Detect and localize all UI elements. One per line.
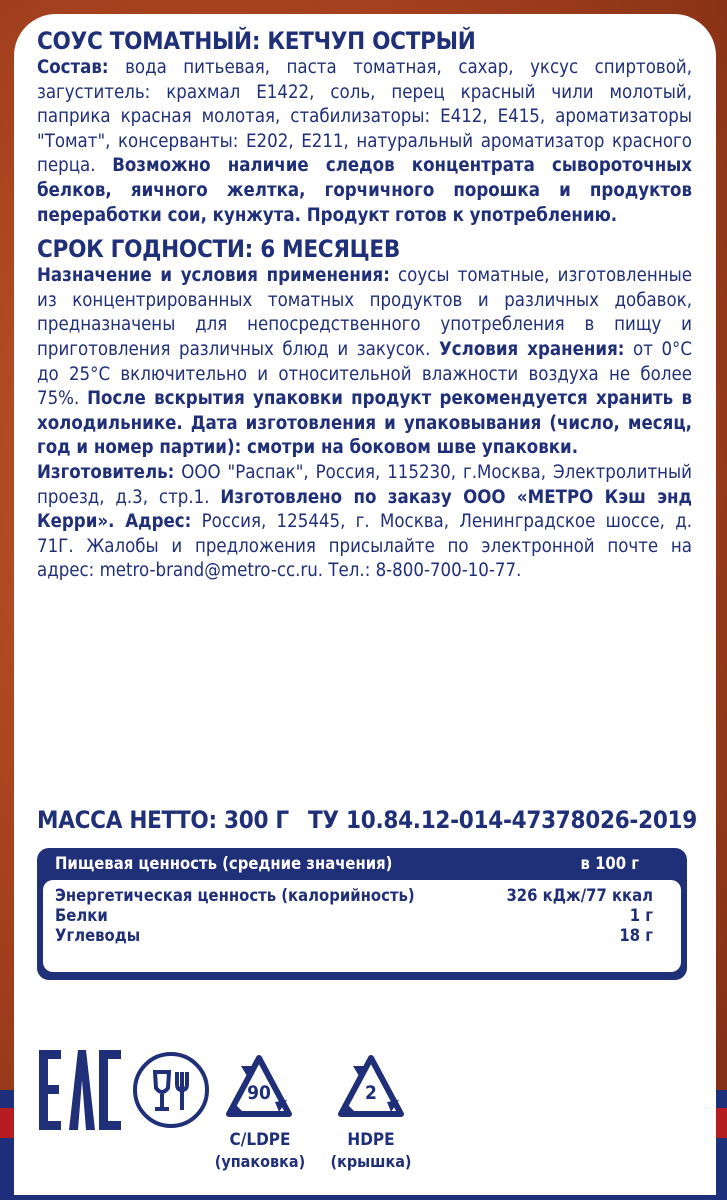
food-contact-icon [131,1050,211,1130]
recycle1-note: (упаковка) [214,1152,306,1171]
nutrition-header-right: в 100 г [580,854,639,873]
nutrition-body [43,880,681,972]
purpose-paragraph [37,264,692,461]
tu-code: ТУ 10.84.12-014-47378026-2019 [308,806,697,834]
composition-text: вода питьевая, паста томатная, сахар, уксус спиртовой, загуститель: крахмал Е1422, соль, перец красный чили молотый, паприка красная молотая, стабилизаторы: Е412, Е415, ароматизаторы "Томат", консерванты: Е202, Е211, натуральный ароматизатор красного перца. [37,57,692,177]
storage-label: Условия хранения: [438,338,625,360]
product-title: СОУС ТОМАТНЫЙ: КЕТЧУП ОСТРЫЙ [37,27,476,55]
order-label: Изготовлено по заказу ООО «МЕТРО Кэш энд Керри». Адрес: [37,486,692,533]
shelf-life-heading: СРОК ГОДНОСТИ: 6 МЕСЯЦЕВ [37,235,401,264]
manufacturer-label: Изготовитель: [37,461,175,483]
composition-label: Состав: [37,57,109,78]
eac-mark-icon [39,1050,123,1130]
recycle2-number: 2 [365,1082,377,1104]
recycle1-number: 90 [247,1082,271,1104]
label-content [37,26,692,584]
purpose-label: Назначение и условия применения: [37,265,390,287]
allergens-text: Возможно наличие следов концентрата сывороточных белков, яичного желтка, горчичного порошка и продуктов переработки сои, кунжута. Продукт готов к употреблению. [37,155,693,226]
recycle1-code: C/LDPE [229,1130,291,1150]
recycle2-note: (крышка) [330,1152,412,1171]
composition-paragraph [37,56,692,228]
nutrition-name: Белки [55,906,108,925]
nutrition-name: Энергетическая ценность (калорийность) [55,886,415,905]
table-row [55,886,657,906]
address-text: Россия, 125445, г. Москва, Ленинградское шоссе, д. 71Г. Жалобы и предложения присылайте по электронной почте на адрес: metro-brand@metro-cc.ru. Тел.: 8-800-700-10-77. [37,511,692,582]
nutrition-header-left: Пищевая ценность (средние значения) [55,854,393,873]
recycle2-code: HDPE [347,1130,395,1150]
nutrition-value: 1 г [629,906,653,925]
table-row [55,906,657,926]
nutrition-value: 326 кДж/77 ккал [506,886,653,905]
manufacturer-text: ООО "Распак", Россия, 115230, г.Москва, Электролитный проезд, д.3, стр.1. [37,461,692,508]
table-row [55,926,657,946]
after-opening-text: После вскрытия упаковки продукт рекомендуется хранить в холодильнике. Дата изготовления и упаковывания (число, месяц, год и номер партии): смотри на боковом шве упаковки. [37,388,692,459]
storage-text: от 0°C до 25°C включительно и относительной влажности воздуха не более 75%. [37,338,692,410]
certification-marks [35,1040,435,1180]
purpose-text: соусы томатные, изготовленные из концентрированных томатных продуктов и различных добавок, предназначены для непосредственного употребления в пищу и приготовления различных блюд и закусок. [37,265,692,360]
nutrition-name: Углеводы [55,926,141,945]
nutrition-header [55,854,639,873]
net-weight: МАССА НЕТТО: 300 Г [37,806,289,834]
nutrition-value: 18 г [619,926,653,945]
manufacturer-paragraph [37,461,692,584]
nutrition-table [37,848,687,980]
net-weight-row [37,806,697,834]
